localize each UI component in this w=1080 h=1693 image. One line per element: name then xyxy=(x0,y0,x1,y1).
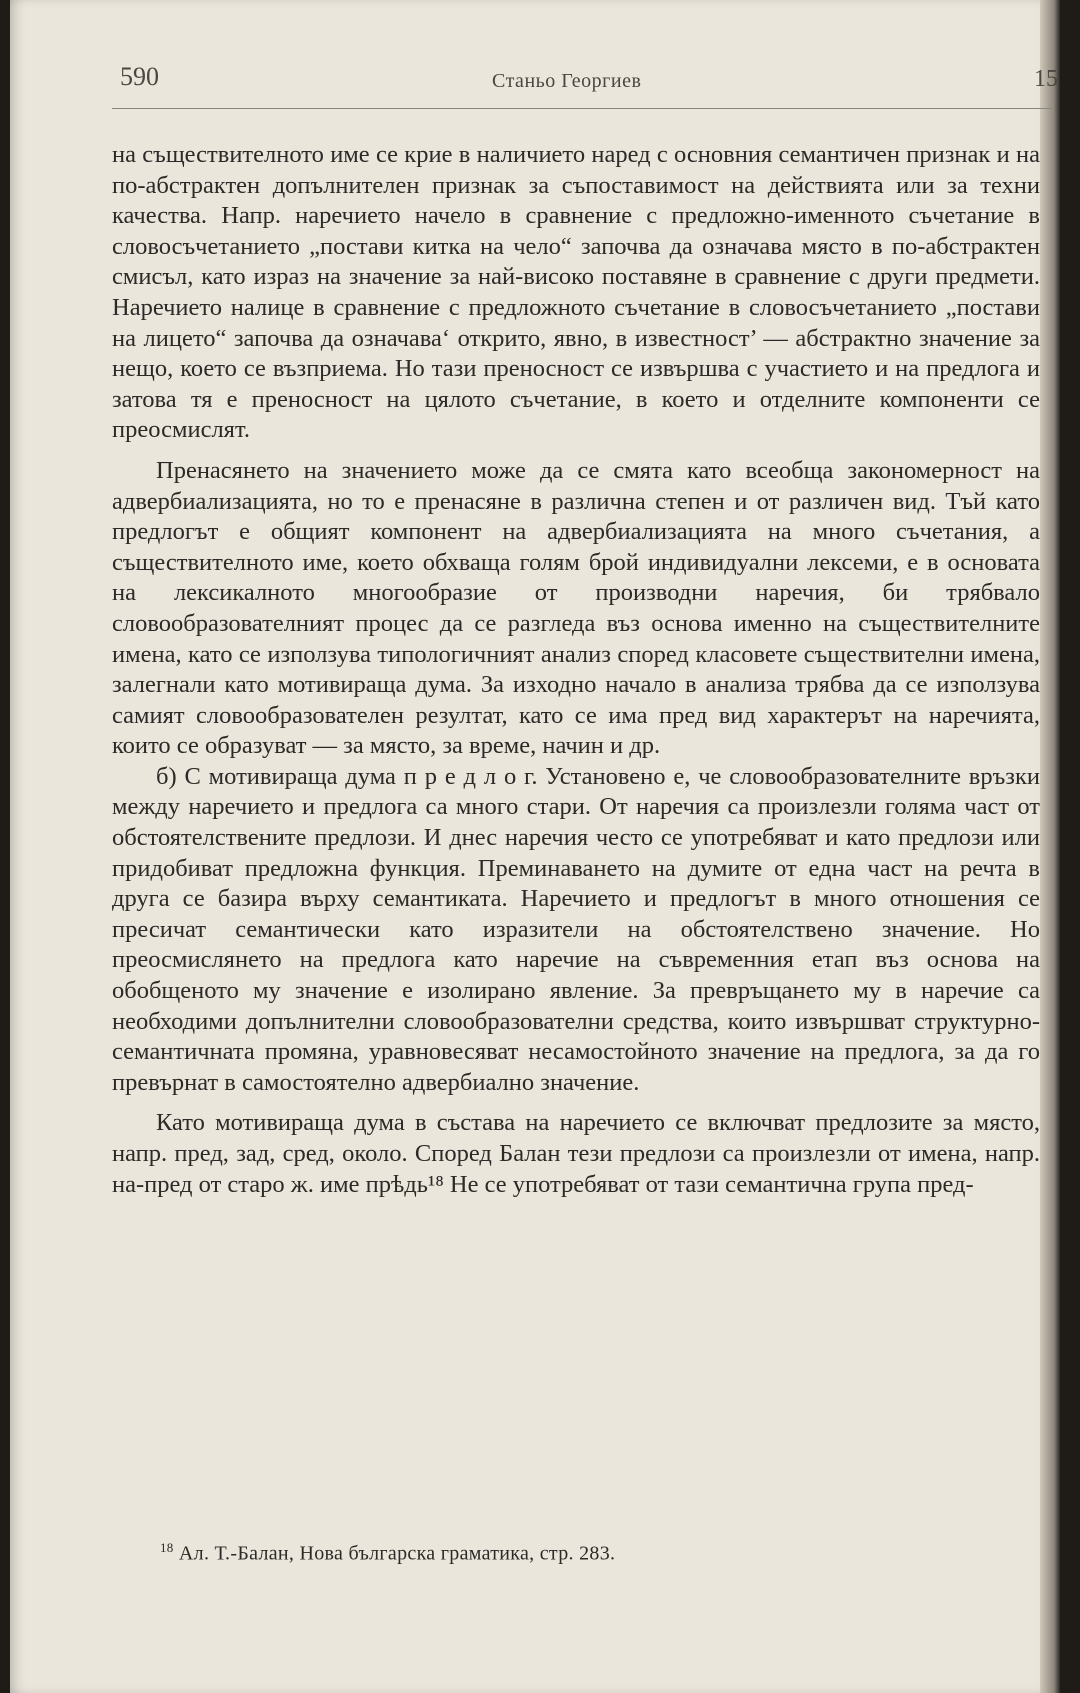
paragraph-2: Пренасянето на значението може да се смята като всеобща закономерност на адвербиализацията, но то е пренасяне в различна степен и от различен вид. Тъй като предлогът е общият компонент на адвербиализацията на много съчетания, а съществителното име, което обхваща голям брой индивидуални лексеми, е в основата на лексикалното многообразие от производни наречия, би трябвало словообразователният процес да се разгледа въз основа именно на съществителните имена, като се използува типологичният анализ според класовете съществителни имена, залегнали като мотивираща дума. За изходно начало в анализа трябва да се използува самият словообразователен резултат, като се има пред вид характерът на наречията, които се образуват — за място, за време, начин и др. xyxy=(112,456,1040,760)
body-text xyxy=(112,140,1040,1200)
page-header xyxy=(112,62,1062,102)
footnote-text: Ал. Т.-Балан, Нова българска граматика, стр. 283. xyxy=(178,1542,616,1565)
paragraph-4: Като мотивираща дума в състава на наречието се включват предлозите за място, напр. пред, зад, сред, около. Според Балан тези предлози са произлезли от имена, напр. на-пред от старо ж. име прѣдь¹⁸ Не се употребяват от тази семантична група пред- xyxy=(112,1109,1040,1198)
footnote-marker: 18 xyxy=(160,1540,174,1555)
page-edge-shadow xyxy=(1040,0,1060,1693)
next-page-mark: 15 xyxy=(1034,66,1058,92)
paragraph-1: на съществителното име се крие в наличието наред с основния семантичен признак и на по-абстрактен допълнителен признак за съпоставимост на действията или за техни качества. Напр. наречието начело в сравнение с предложно-именното съчетание в словосъчетанието „постави китка на чело“ започва да означава място в по-абстрактен смисъл, като израз на значение за най-високо поставяне в сравнение с други предмети. Наречието налице в сравнение с предложното съчетание в словосъчетанието „постави на лицето“ започва да означава‘ открито, явно, в известност’ — абстрактно значение за нещо, което се възприема. Но тази преносност се извършва с участието и на предлога и затова тя е преносност на цялото съчетание, в което и отделните компоненти се преосмислят. xyxy=(112,141,1040,444)
header-rule xyxy=(112,108,1052,109)
running-head-author: Станьо Георгиев xyxy=(492,70,642,92)
paragraph-3: б) С мотивираща дума п р е д л о г. Установено е, че словообразователните връзки между наречието и предлога са много стари. От наречия са произлезли голяма част от обстоятелствените предлози. И днес наречия често се употребяват и като предлози или придобиват предложна функция. Преминаването на думите от една част на речта в друга се базира върху семантиката. Наречието и предлогът в много отношения се пресичат семантически като изразители на обстоятелствено значение. Но преосмислянето на предлога като наречие на съвременния етап въз основа на обобщеното му значение е изолирано явление. За превръщането му в наречие са необходими допълнителни словообразователни средства, които извършват структурно-семантичната промяна, уравновесяват несамостойното значение на предлога, за да го превърнат в самостоятелно адвербиално значение. xyxy=(112,762,1040,1096)
footnote xyxy=(160,1540,1020,1566)
page-number: 590 xyxy=(120,62,159,91)
